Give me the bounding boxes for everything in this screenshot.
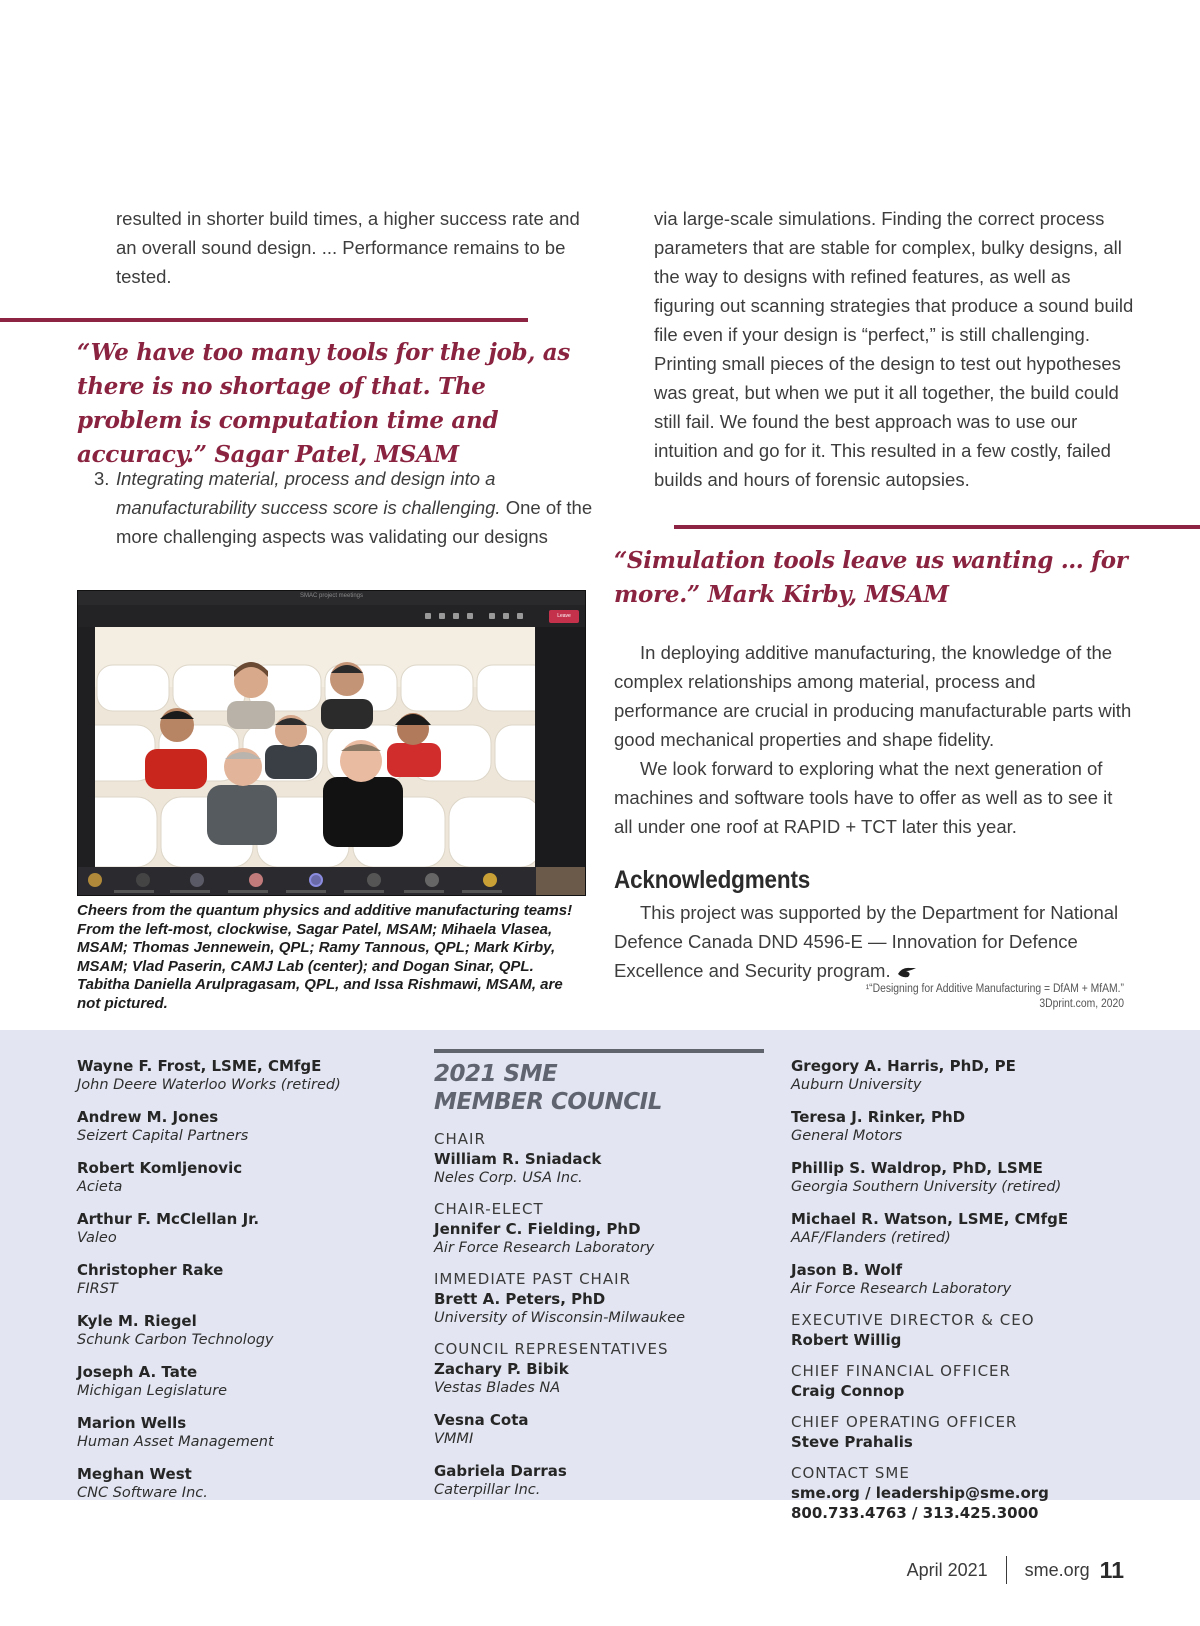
council-member [434, 1461, 764, 1500]
member-org: University of Wisconsin-Milwaukee [434, 1310, 686, 1326]
participant-name-bar [228, 890, 268, 893]
site-name: sme.org [1024, 1559, 1090, 1580]
staff-member [791, 1432, 1151, 1452]
member-org: Auburn University [791, 1077, 922, 1093]
call-window-title: SMAC project meetings [299, 593, 364, 599]
member-org: Valeo [77, 1230, 117, 1246]
more-icon [467, 613, 473, 619]
sme-end-mark-icon [896, 965, 918, 979]
member-name: William R. Sniadack [434, 1150, 602, 1168]
acknowledgments-text: This project was supported by the Department for National Defence Canada DND 4596-E — Innovation for Defence Excellence and Security program. [614, 902, 1119, 981]
list-number: 3. [94, 468, 110, 489]
issue-date: April 2021 [906, 1559, 988, 1580]
meeting-participants-image [95, 627, 535, 867]
member-org: AAF/Flanders (retired) [791, 1230, 951, 1246]
participant-name-bar [404, 890, 444, 893]
member-org: VMMI [434, 1431, 474, 1447]
member-org: Neles Corp. USA Inc. [434, 1170, 583, 1186]
role-label: COUNCIL REPRESENTATIVES [434, 1340, 669, 1358]
hand-icon [453, 613, 459, 619]
footnote-line-1: ¹“Designing for Additive Manufacturing = DfAM + MfAM.” [865, 983, 1124, 995]
council-member [434, 1219, 764, 1258]
member-name: Meghan West [77, 1465, 192, 1483]
council-member [77, 1107, 407, 1146]
member-org: FIRST [77, 1281, 118, 1297]
staff-member [791, 1381, 1151, 1401]
member-name: Steve Prahalis [791, 1433, 913, 1451]
member-name: Gabriela Darras [434, 1462, 567, 1480]
member-org: Seizert Capital Partners [77, 1128, 249, 1144]
camera-icon [425, 613, 431, 619]
member-name: Wayne F. Frost, LSME, CMfgE [77, 1057, 322, 1075]
member-name: Arthur F. McClellan Jr. [77, 1210, 260, 1228]
council-member [77, 1056, 407, 1095]
council-member [77, 1311, 407, 1350]
photo-caption: Cheers from the quantum physics and additive manufacturing teams! From the left-most, clockwise, Sagar Patel, MSAM; Mihaela Vlasea, MSAM; Thomas Jennewein, QPL; Ramy Tannous, QPL; Mark Kirby, MSAM; Vlad Paserin, CAMJ Lab (center); and Dogan Sinar, QPL. Tabitha Daniella Arulpragasam, QPL, and Issa Rishmawi, MSAM, are not pictured. [77, 902, 573, 1012]
member-org: General Motors [791, 1128, 903, 1144]
member-org: Caterpillar Inc. [434, 1482, 541, 1498]
member-org: Air Force Research Laboratory [434, 1240, 655, 1256]
pull-quote-rule-left [0, 318, 528, 322]
member-name: Brett A. Peters, PhD [434, 1290, 606, 1308]
council-member [791, 1107, 1151, 1146]
member-name: Phillip S. Waldrop, PhD, LSME [791, 1159, 1043, 1177]
share-icon [517, 613, 523, 619]
participant-chip [483, 873, 497, 887]
member-org: Georgia Southern University (retired) [791, 1179, 1062, 1195]
role-label: CHIEF OPERATING OFFICER [791, 1413, 1018, 1431]
member-name: Robert Komljenovic [77, 1159, 243, 1177]
member-org: CNC Software Inc. [77, 1485, 208, 1501]
council-column-3 [791, 1056, 1151, 1535]
contact-block [791, 1483, 1151, 1523]
participant-name-bar [114, 890, 154, 893]
member-org: Human Asset Management [77, 1434, 274, 1450]
participant-chip-active [309, 873, 323, 887]
contact-phone: 800.733.4763 / 313.425.3000 [791, 1504, 1039, 1522]
footnote-line-2: 3Dprint.com, 2020 [1039, 998, 1124, 1010]
list-item-3 [94, 464, 594, 551]
member-name: Kyle M. Riegel [77, 1312, 197, 1330]
page-footer [907, 1556, 1124, 1584]
together-mode-stage [95, 627, 535, 867]
council-title-line-2: MEMBER COUNCIL [434, 1089, 662, 1115]
participant-chip [425, 873, 439, 887]
member-name: Gregory A. Harris, PhD, PE [791, 1057, 1016, 1075]
list-item-italic: Integrating material, process and design into a manufacturability success score is challenging. [116, 468, 501, 518]
council-title [434, 1060, 764, 1116]
member-name: Craig Connop [791, 1382, 905, 1400]
council-member [791, 1056, 1151, 1095]
participant-chip [88, 873, 102, 887]
council-member [77, 1413, 407, 1452]
council-member [791, 1260, 1151, 1299]
participant-chip [249, 873, 263, 887]
council-member [77, 1464, 407, 1503]
list-item-text: One of the more challenging aspects was validating our designs [116, 497, 593, 547]
member-name: Teresa J. Rinker, PhD [791, 1108, 966, 1126]
member-name: Jason B. Wolf [791, 1261, 903, 1279]
council-member [791, 1209, 1151, 1248]
mic-icon [503, 613, 509, 619]
leave-button: Leave [549, 610, 579, 623]
participant-strip [78, 867, 586, 896]
footer-divider [1006, 1556, 1007, 1584]
participant-name-bar [286, 890, 326, 893]
right-paragraph: via large-scale simulations. Finding the correct process parameters that are stable for complex, bulky designs, all the way to designs with refined features, as well as figuring out scanning strategies that produce a sound build file even if your design is “perfect,” is still challenging. Printing small pieces of the design to test out hypotheses was great, but when we put it all together, the build could still fail. We found the best approach was to use our intuition and go for it. This resulted in a few costly, failed builds and hours of forensic autopsies. [654, 208, 1134, 490]
pull-quote-right: “Simulation tools leave us wanting … for more.” Mark Kirby, MSAM [614, 547, 1128, 608]
member-name: Andrew M. Jones [77, 1108, 219, 1126]
member-name: Robert Willig [791, 1331, 902, 1349]
page-number: 11 [1099, 1556, 1124, 1583]
participant-chip [367, 873, 381, 887]
participant-chip [136, 873, 150, 887]
participant-chip [190, 873, 204, 887]
member-name: Zachary P. Bibik [434, 1360, 569, 1378]
member-org: Vestas Blades NA [434, 1380, 561, 1396]
deploy-paragraph: In deploying additive manufacturing, the knowledge of the complex relationships among material, process and performance are crucial in producing manufacturable parts with good mechanical properties and shape fidelity. [614, 642, 1132, 750]
role-label: IMMEDIATE PAST CHAIR [434, 1270, 631, 1288]
contact-web-email[interactable]: sme.org / leadership@sme.org [791, 1484, 1049, 1502]
pull-quote-rule-right [674, 525, 1200, 529]
call-sidebar [536, 627, 586, 867]
member-name: Michael R. Watson, LSME, CMfgE [791, 1210, 1069, 1228]
member-org: John Deere Waterloo Works (retired) [77, 1077, 341, 1093]
chat-icon [439, 613, 445, 619]
council-member [791, 1158, 1151, 1197]
self-view-thumbnail [536, 867, 586, 896]
role-label: CHAIR [434, 1130, 486, 1148]
video-icon [489, 613, 495, 619]
member-name: Christopher Rake [77, 1261, 224, 1279]
council-title-line-1: 2021 SME [434, 1061, 558, 1087]
participant-name-bar [462, 890, 502, 893]
member-name: Joseph A. Tate [77, 1363, 198, 1381]
council-member [434, 1289, 764, 1328]
member-org: Air Force Research Laboratory [791, 1281, 1012, 1297]
council-member [77, 1260, 407, 1299]
council-column-1 [77, 1056, 407, 1515]
council-member [77, 1209, 407, 1248]
acknowledgments-body [614, 898, 1134, 985]
member-org: Schunk Carbon Technology [77, 1332, 274, 1348]
video-call-photo [77, 590, 586, 896]
council-member [434, 1149, 764, 1188]
council-column-2 [434, 1056, 764, 1512]
acknowledgments-heading: Acknowledgments [614, 866, 811, 894]
member-name: Vesna Cota [434, 1411, 529, 1429]
role-label: CONTACT SME [791, 1464, 910, 1482]
member-name: Jennifer C. Fielding, PhD [434, 1220, 641, 1238]
council-member [434, 1359, 764, 1398]
role-label: CHIEF FINANCIAL OFFICER [791, 1362, 1011, 1380]
left-paragraph: resulted in shorter build times, a higher success rate and an overall sound design. ... Performance remains to be tested. [116, 208, 580, 287]
member-org: Michigan Legislature [77, 1383, 228, 1399]
council-member [434, 1410, 764, 1449]
pull-quote-left: “We have too many tools for the job, as there is no shortage of that. The problem is computation time and accuracy.” Sagar Patel, MSAM [77, 339, 570, 468]
member-name: Marion Wells [77, 1414, 187, 1432]
participant-name-bar [170, 890, 210, 893]
look-forward-paragraph: We look forward to exploring what the next generation of machines and software tools have to offer as well as to see it all under one roof at RAPID + TCT later this year. [614, 758, 1113, 837]
role-label: CHAIR-ELECT [434, 1200, 544, 1218]
footnote [866, 982, 1124, 1012]
council-member [77, 1362, 407, 1401]
staff-member [791, 1330, 1151, 1350]
participant-name-bar [344, 890, 384, 893]
member-org: Acieta [77, 1179, 123, 1195]
role-label: EXECUTIVE DIRECTOR & CEO [791, 1311, 1035, 1329]
council-member [77, 1158, 407, 1197]
council-title-rule [434, 1049, 764, 1053]
closing-paragraphs [614, 638, 1134, 841]
